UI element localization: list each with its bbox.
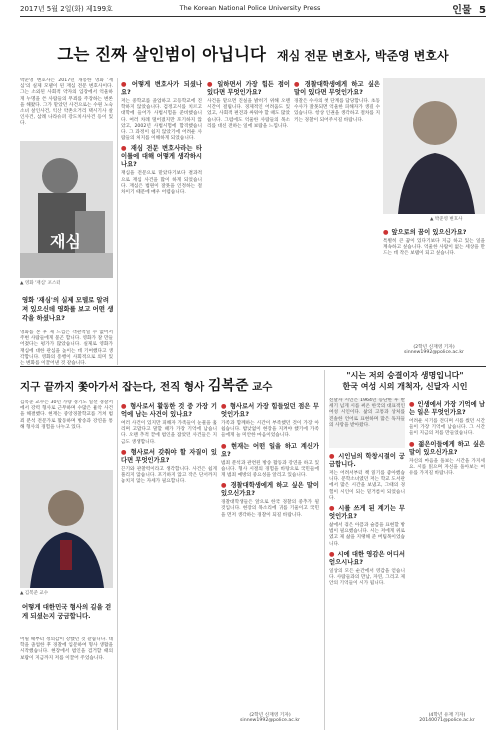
article1-col2 <box>121 78 202 365</box>
article3-q4: ● 인생에서 가장 기억에 남는 일은 무엇인가요? <box>409 401 485 416</box>
movie-poster-image <box>20 141 113 278</box>
article1-col4 <box>294 78 380 365</box>
article3-a3: 일상의 모든 순간에서 영감을 얻습니다. 사람들과의 만남, 자연, 그리고 제 안의 기억들이 시가 됩니다. <box>329 568 405 587</box>
poster-caption: ▲ 영화 '재심' 포스터 <box>20 281 61 286</box>
article3-reporter: (4학년 유재 기자) <box>428 713 466 718</box>
movie-poster <box>20 141 113 278</box>
column-divider-2 <box>117 400 118 730</box>
article2-name: 김복준 <box>207 378 249 394</box>
article1-a3: 사건을 맡으면 진실을 밝히기 위해 오랜 시간이 걸립니다. 경제적인 어려움도 있었고, 사회적 편견과 싸워야 할 때도 많았습니다. 그럼에도 억울한 사람들의 목소리를 대신 전하는 일에 보람을 느낍니다. <box>207 99 290 129</box>
article2-pull-quote: 어떻게 대한민국 형사의 길을 걷게 되셨는지 궁금합니다. <box>22 603 112 620</box>
page-number: 5 <box>479 5 486 16</box>
article1-title: 그는 진짜 살인범이 아닙니다 <box>57 45 266 64</box>
article1-pull-quote: 영화 '재심'의 실제 모델로 알려져 있으신데 영화를 보고 어떤 생각을 하셨나요? <box>22 296 114 322</box>
article1-email: sinnew1992@police.ac.kr <box>403 350 464 355</box>
article2-q2: ● 형사로서 갖춰야 할 자질이 있다면 무엇인가요? <box>121 448 217 464</box>
article2-email: sinnew1992@police.ac.kr <box>239 718 300 723</box>
poster-title: 재심 <box>50 232 81 251</box>
article3-q3: ● 시에 대한 영감은 어디서 얻으시나요? <box>329 550 405 566</box>
article2-col3 <box>221 400 319 730</box>
article2-q3: ● 형사로서 가장 힘들었던 점은 무엇인가요? <box>221 403 319 418</box>
section-name: 인물 <box>452 5 472 16</box>
article1-intro: 박준영 변호사는 2017년 개봉한 영화 '재심'의 실제 모델이 된 재심 전문 변호사이다. 그는 소외된 사회적 약자의 입장에서 억울하게 누명을 쓴 사람들의 무죄를 주장하는 변론을 해왔다. 그가 맡았던 사건으로는 수원 노숙 소녀 살인사건, 익산 약촌오거리 택시기사 살인사건, 삼례 나라슈퍼 강도치사사건 등이 있다. <box>20 78 113 127</box>
article3-byline <box>409 712 485 723</box>
header-rule <box>20 16 486 17</box>
article1-q4: ● 경찰대학생에게 하고 싶은 말이 있다면 무엇인가요? <box>294 81 380 96</box>
lawyer-photo-image <box>383 78 485 214</box>
article1-q3: ● 일하면서 가장 힘든 점이 있다면 무엇인가요? <box>207 81 290 96</box>
article3-intro: 신달자 시인은 1964년 등단한 후 반세기 넘게 시를 써온 한국의 대표적인 여성 시인이다. 삶의 고통과 상처를 진솔한 언어로 표현하며 많은 독자들의 사랑을 받아왔다. <box>329 398 405 448</box>
article1-a5: 특별히 큰 꿈이 있다기보다 지금 하고 있는 일을 계속하고 싶습니다. 억울한 사람이 없는 세상을 만드는 데 작은 보탬이 되고 싶습니다. <box>383 239 485 257</box>
column-divider-3 <box>324 370 325 730</box>
lawyer-photo <box>383 78 485 214</box>
article2-intro: 김복준 교수는 30년 가량 경기도 일선 경찰서에서 강력 형사로 근무하며 수많은 흉악 사건을 해결했다. 현재는 중앙경찰학교를 거쳐 범죄 분석 전문가로 활동하며 방송과 강연을 통해 형사의 경험을 나누고 있다. <box>20 400 113 430</box>
professor-photo-image <box>20 470 113 588</box>
article3-subtitle: 한국 여성 시의 개척자, 신달자 시인 <box>342 381 468 391</box>
article2-a4: 범죄 분석과 관련된 방송 활동과 강연을 하고 있습니다. 형사 시절의 경험을 바탕으로 국민들에게 범죄 예방의 중요성을 알리고 있습니다. <box>221 460 319 479</box>
article3-a2: 삶에서 겪은 아픔과 슬픔을 표현할 방법이 필요했습니다. 시는 저에게 위로였고 제 삶을 지탱해 준 버팀목이었습니다. <box>329 523 405 547</box>
section-rule <box>20 366 486 367</box>
article1-q1: ● 어떻게 변호사가 되셨나요? <box>121 81 202 96</box>
article2-a2: 끈기와 관찰력이라고 생각합니다. 사건은 쉽게 풀리지 않습니다. 포기하지 않고 작은 단서까지 놓치지 않는 자세가 필요합니다. <box>121 466 217 485</box>
article1-a1: 저는 중학교를 졸업하고 고등학교에 진학하지 않았습니다. 검정고시를 치르고 대학에 들어가 사법시험을 준비했습니다. 여러 차례 떨어졌지만 포기하지 않았고, 2002년 사법시험에 합격했습니다. 그 과정이 쉽지 않았기에 어려운 사람들의 처지를 이해하게 되었습니다. <box>121 99 202 142</box>
article3-q1: ● 시인님의 학창시절이 궁금합니다. <box>329 453 405 468</box>
article2-q1: ● 형사로서 활동한 것 중 가장 기억에 남는 사건이 있나요? <box>121 403 217 418</box>
section-label <box>452 1 486 16</box>
article1-q2: ● 재심 전문 변호사라는 타이틀에 대해 어떻게 생각하시나요? <box>121 145 202 169</box>
column-divider <box>117 78 118 365</box>
article2-reporter: (2학년 신재영 기자) <box>249 713 291 718</box>
article2-q5: ● 경찰대학생에게 하고 싶은 말이 있으신가요? <box>221 482 319 498</box>
article2-answer-intro: 어릴 때부터 정의감이 강했던 것 같습니다. 대학을 졸업한 후 경찰에 입문하여 형사 생활을 시작했습니다. 현장에서 범인을 검거할 때의 보람이 지금까지 저를 이끌어 주었습니다. <box>20 637 113 661</box>
article1-col3 <box>207 78 290 365</box>
article1-subtitle: 재심 전문 변호사, 박준영 변호사 <box>277 49 449 63</box>
article1-headline <box>20 41 486 65</box>
professor-caption: ▲ 김복준 교수 <box>20 591 49 596</box>
article2-a1: 여러 사건이 있지만 피해자 가족들이 눈물을 흘리며 고맙다고 말할 때가 가장 기억에 남습니다. 오랜 추적 끝에 범인을 잡았던 사건들은 지금도 생생합니다. <box>121 421 217 445</box>
article3-a5: 자신의 마음을 돌보는 시간을 가지세요. 시를 읽으며 자신을 돌아보는 여유를 가지길 바랍니다. <box>409 458 485 477</box>
article2-byline <box>221 712 319 723</box>
issue-date: 2017년 5월 2일(화) 제199호 <box>20 5 113 13</box>
article3-q5: ● 젊은이들에게 하고 싶은 말이 있으신가요? <box>409 440 485 456</box>
article1-a2: 재심을 전문으로 맡았다기보다 결과적으로 재심 사건을 많이 하게 되었습니다. 재심은 법원이 잘못을 인정하는 절차이기 때문에 매우 어렵습니다. <box>121 171 202 196</box>
article3-a1: 저는 어려서부터 책 읽기를 좋아했습니다. 문학소녀였던 저는 학교 도서관에서 많은 시간을 보냈고, 그때의 경험이 시인이 되는 밑거름이 되었습니다. <box>329 471 405 501</box>
article2-title-suffix: 교수 <box>252 381 273 393</box>
lawyer-photo-caption: ▲ 박준영 변호사 <box>430 217 463 222</box>
article2-col2 <box>121 400 217 730</box>
newspaper-name: The Korean National Police University Press <box>179 4 321 12</box>
article2-title: 지구 끝까지 쫓아가서 잡는다, 전직 형사 <box>20 381 205 393</box>
article2-a5: 경찰대학생들은 앞으로 한국 경찰의 중추가 될 것입니다. 현장의 목소리에 귀를 기울이고 국민을 먼저 생각하는 경찰이 되길 바랍니다. <box>221 500 319 518</box>
article2-headline <box>20 375 272 395</box>
article2-q4: ● 현재는 어떤 일을 하고 계신가요? <box>221 442 319 458</box>
article2-a3: 가족과 함께하는 시간이 부족했던 것이 가장 아쉽습니다. 밤낮없이 현장을 지켜야 했기에 가족들에게 늘 미안한 마음이었습니다. <box>221 421 319 439</box>
article3-q2: ● 시를 쓰게 된 계기는 무엇인가요? <box>329 505 405 521</box>
article1-reporter: (2학년 신재영 기자) <box>413 345 455 350</box>
article3-col1 <box>329 450 405 730</box>
professor-photo <box>20 470 113 588</box>
article1-byline <box>383 344 485 355</box>
article1-col5 <box>383 226 485 344</box>
article3-email: 20140071@police.ac.kr <box>419 718 475 723</box>
article1-answer-movie: 영화를 본 후 제 느낌은 객관적일 수 없어서 주변 사람들에게 묻곤 합니다. 영화가 잘 만들어졌다는 평가가 많았습니다. 실제로 영화가 재심에 대한 관심을 높이는 데 기여했다고 생각합니다. 영화의 흥행이 사회적으로 의미 있는 변화를 이끌어낸 것 같습니다. <box>20 330 113 366</box>
article3-title: "시는 저의 숭결이자 생명입니다" <box>346 370 464 380</box>
article1-a4: 경찰은 수사의 첫 단계를 담당합니다. 초동수사가 잘못되면 억울한 피해자가 생길 수 있습니다. 항상 인권을 생각하고 절차를 지키는 경찰이 되어주시길 바랍니다. <box>294 99 380 123</box>
article3-a4: 어려운 시기를 견디며 시를 썼던 시간들이 가장 기억에 남습니다. 그 시간들이 지금의 저를 만들었습니다. <box>409 419 485 437</box>
article1-q5: ● 앞으로의 꿈이 있으신가요? <box>383 229 467 236</box>
article3-col2 <box>409 398 485 713</box>
article3-headline <box>330 370 480 392</box>
